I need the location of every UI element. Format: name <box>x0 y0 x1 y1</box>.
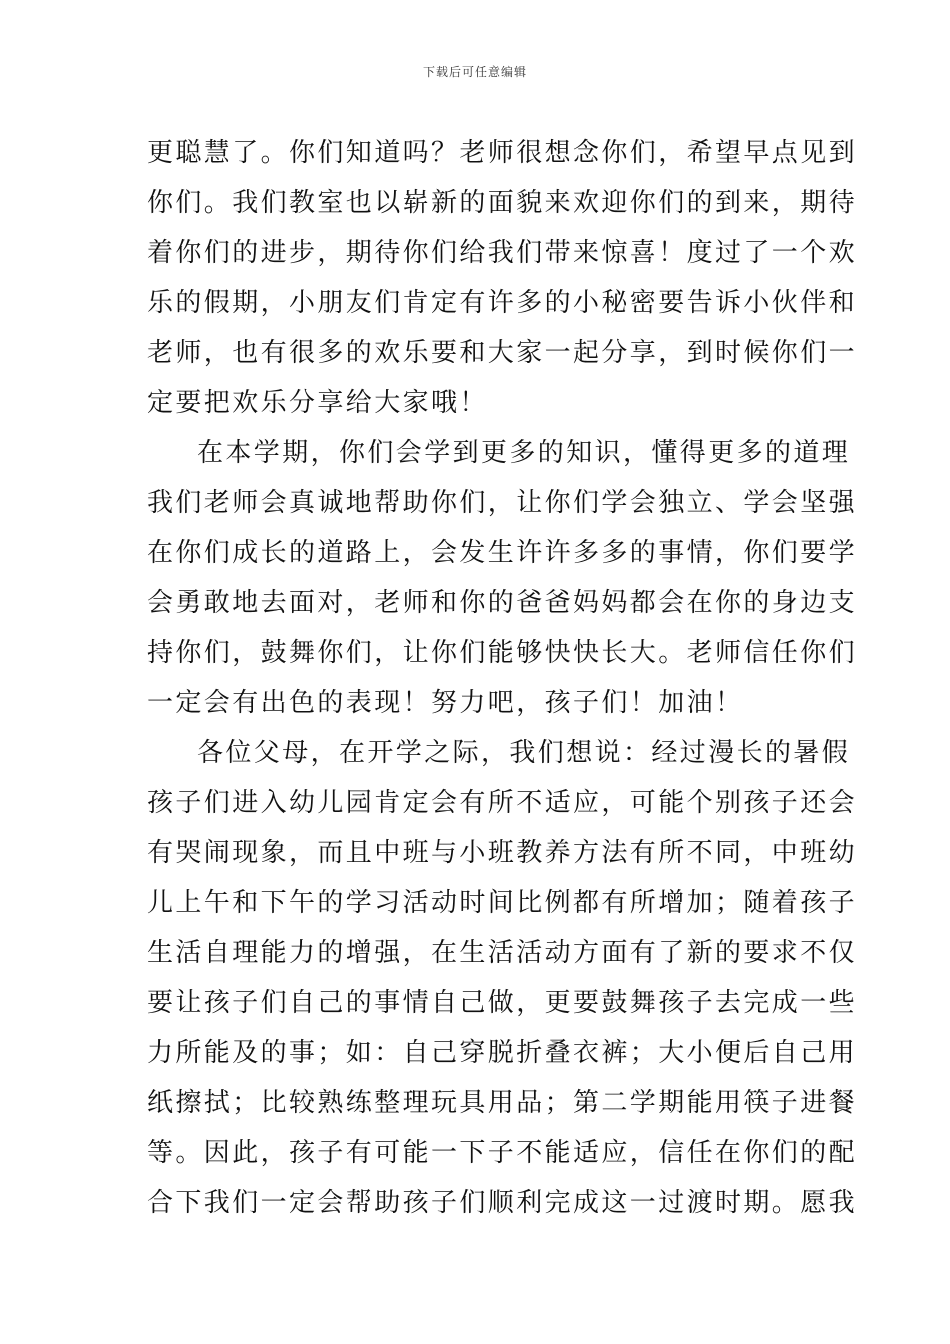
text-line: 纸擦拭；比较熟练整理玩具用品；第二学期能用筷子进餐 <box>147 1088 858 1118</box>
text-line: 更聪慧了。你们知道吗？老师很想念你们，希望早点见到 <box>147 138 858 168</box>
text-line: 持你们，鼓舞你们，让你们能够快快长大。老师信任你们 <box>147 638 858 668</box>
text-line: 我们老师会真诚地帮助你们，让你们学会独立、学会坚强 <box>147 488 858 518</box>
text-line: 在本学期，你们会学到更多的知识，懂得更多的道理 <box>197 438 851 468</box>
text-line: 各位父母，在开学之际，我们想说：经过漫长的暑假 <box>197 738 851 768</box>
text-line: 老师，也有很多的欢乐要和大家一起分享，到时候你们一 <box>147 338 858 368</box>
text-line: 乐的假期，小朋友们肯定有许多的小秘密要告诉小伙伴和 <box>147 288 858 318</box>
text-line: 定要把欢乐分享给大家哦！ <box>147 388 488 418</box>
document-body <box>147 128 858 1228</box>
paragraph <box>147 128 858 428</box>
text-line: 等。因此，孩子有可能一下子不能适应，信任在你们的配 <box>147 1138 858 1168</box>
text-line: 一定会有出色的表现！努力吧，孩子们！加油！ <box>147 688 744 718</box>
text-line: 你们。我们教室也以崭新的面貌来欢迎你们的到来，期待 <box>147 188 858 218</box>
text-line: 力所能及的事；如：自己穿脱折叠衣裤；大小便后自己用 <box>147 1038 858 1068</box>
text-line: 儿上午和下午的学习活动时间比例都有所增加；随着孩子 <box>147 888 858 918</box>
text-line: 着你们的进步，期待你们给我们带来惊喜！度过了一个欢 <box>147 238 858 268</box>
text-line: 要让孩子们自己的事情自己做，更要鼓舞孩子去完成一些 <box>147 988 858 1018</box>
text-line: 会勇敢地去面对，老师和你的爸爸妈妈都会在你的身边支 <box>147 588 858 618</box>
text-line: 孩子们进入幼儿园肯定会有所不适应，可能个别孩子还会 <box>147 788 858 818</box>
page-header: 下载后可任意编辑 <box>422 65 527 79</box>
paragraph <box>147 728 858 1228</box>
text-line: 合下我们一定会帮助孩子们顺利完成这一过渡时期。愿我 <box>147 1188 858 1218</box>
text-line: 有哭闹现象，而且中班与小班教养方法有所不同，中班幼 <box>147 838 858 868</box>
paragraph <box>147 428 858 728</box>
text-line: 生活自理能力的增强，在生活活动方面有了新的要求不仅 <box>147 938 858 968</box>
text-line: 在你们成长的道路上，会发生许许多多的事情，你们要学 <box>147 538 858 568</box>
